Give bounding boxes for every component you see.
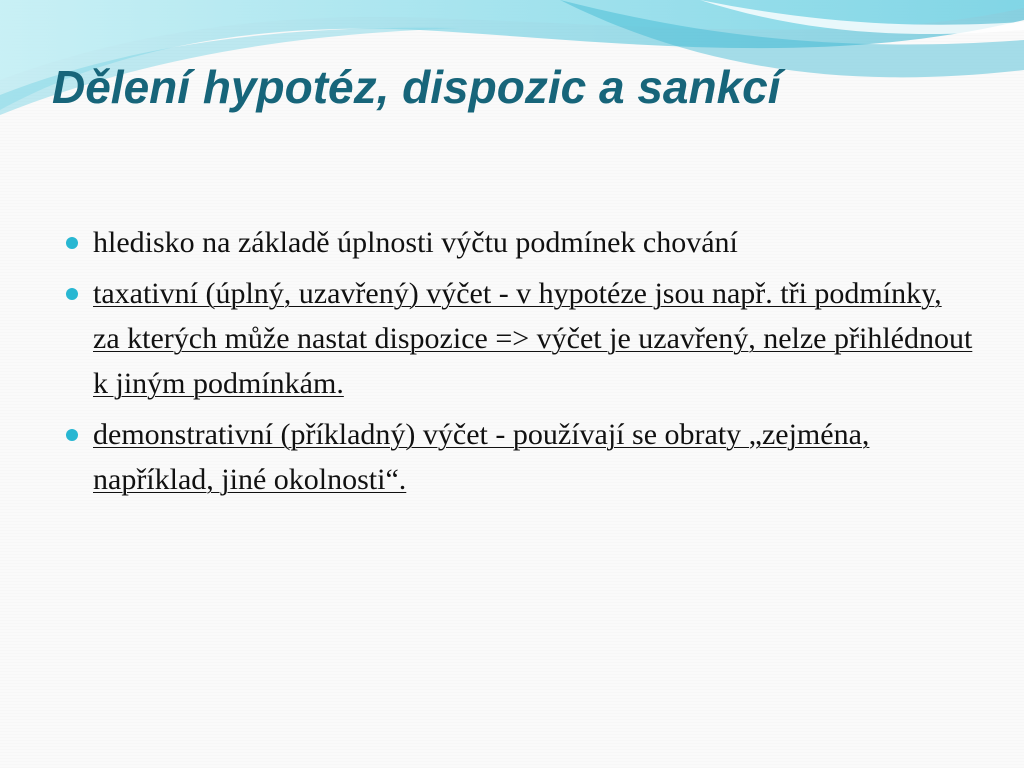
bullet-text: taxativní (úplný, uzavřený) výčet - v hypotéze jsou např. tři podmínky, za kterých může nastat dispozice => výčet je uzavřený, nelze přihlédnout k jiným podmínkám. xyxy=(93,277,973,400)
bullet-dot-icon xyxy=(66,429,78,441)
slide-title: Dělení hypotéz, dispozic a sankcí xyxy=(52,61,781,113)
bullet-list xyxy=(64,220,974,502)
bullet-item-taxative xyxy=(64,271,974,406)
bullet-item-criterion xyxy=(64,220,974,265)
bullet-text: hledisko na základě úplnosti výčtu podmínek chování xyxy=(93,226,738,259)
bullet-dot-icon xyxy=(66,288,78,300)
slide-content xyxy=(64,220,974,508)
bullet-text: demonstrativní (příkladný) výčet - používají se obraty „zejména, například, jiné okolnosti“. xyxy=(93,418,870,496)
bullet-item-demonstrative xyxy=(64,412,974,502)
bullet-dot-icon xyxy=(66,237,78,249)
